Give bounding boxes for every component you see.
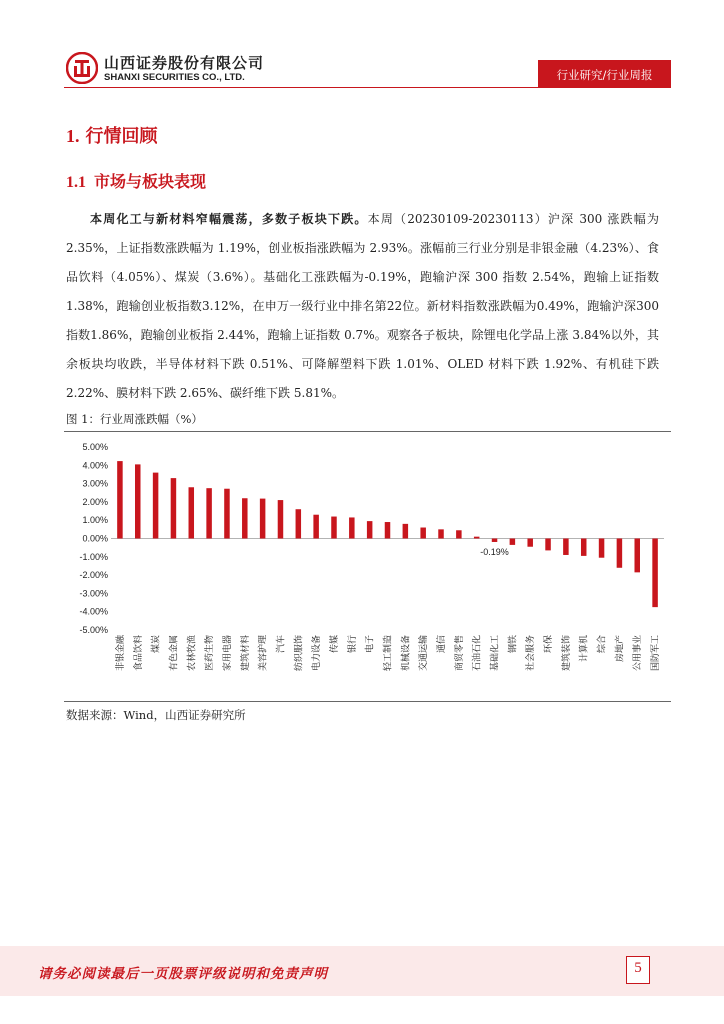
page-number-box — [626, 956, 650, 984]
y-tick-label: -4.00% — [79, 606, 108, 617]
y-tick-label: -3.00% — [79, 588, 108, 599]
bar-电子 — [367, 521, 373, 538]
y-tick-label: 0.00% — [82, 533, 108, 544]
y-tick-label: 1.00% — [82, 515, 108, 526]
x-category-label: 综合 — [597, 635, 608, 654]
x-category-label: 医药生物 — [205, 635, 216, 672]
data-label-base-chemicals: -0.19% — [480, 546, 509, 557]
subsection-title: 市场与板块表现 — [94, 172, 207, 191]
x-category-label: 公用事业 — [633, 635, 644, 672]
bar-环保 — [545, 539, 551, 551]
x-category-label: 石油石化 — [472, 635, 483, 672]
x-category-label: 基础化工 — [490, 635, 501, 672]
x-category-label: 电子 — [365, 635, 376, 654]
x-category-label: 非银金融 — [115, 635, 126, 672]
x-category-label: 通信 — [437, 635, 448, 654]
bar-电力设备 — [313, 515, 319, 539]
report-type-label: 行业研究/行业周报 — [556, 68, 653, 82]
y-tick-label: 2.00% — [82, 496, 108, 507]
x-category-label: 建筑装饰 — [561, 635, 572, 672]
x-category-label: 房地产 — [615, 635, 626, 663]
bar-石油石化 — [474, 537, 480, 539]
industry-weekly-change-chart — [64, 432, 671, 700]
x-category-label: 建筑材料 — [240, 635, 251, 672]
x-category-label: 环保 — [544, 635, 555, 654]
x-category-label: 电力设备 — [312, 635, 323, 672]
company-name-en: SHANXI SECURITIES CO., LTD. — [104, 72, 245, 83]
x-category-label: 食品饮料 — [133, 635, 144, 672]
bar-美容护理 — [260, 499, 266, 539]
bar-传媒 — [331, 517, 337, 539]
data-source-note: 数据来源：Wind，山西证券研究所 — [66, 708, 246, 722]
section-heading — [66, 122, 158, 148]
x-category-label: 美容护理 — [258, 635, 269, 672]
figure-bottom-rule — [64, 701, 671, 702]
bar-房地产 — [617, 539, 623, 568]
x-category-label: 传媒 — [329, 635, 340, 654]
bar-非银金融 — [117, 461, 123, 538]
paragraph-lead: 本周化工与新材料窄幅震荡，多数子板块下跌。 — [90, 212, 368, 226]
bar-计算机 — [581, 539, 587, 556]
bar-食品饮料 — [135, 464, 141, 538]
company-name-cn: 山西证券股份有限公司 — [104, 54, 265, 72]
x-category-label: 有色金属 — [169, 635, 180, 672]
y-tick-label: -5.00% — [79, 625, 108, 635]
bar-汽车 — [278, 500, 284, 538]
section-number: 1. — [66, 126, 80, 146]
x-category-label: 计算机 — [579, 635, 590, 663]
figure-caption: 图 1：行业周涨跌幅（%） — [66, 412, 203, 426]
bar-纺织服饰 — [296, 509, 302, 538]
bar-轻工制造 — [385, 522, 391, 538]
bar-社会服务 — [527, 539, 533, 547]
x-category-label: 国防军工 — [651, 635, 662, 672]
x-category-label: 机械设备 — [401, 635, 412, 672]
x-category-label: 煤炭 — [151, 635, 162, 654]
bar-有色金属 — [171, 478, 177, 538]
bar-银行 — [349, 517, 355, 538]
bar-公用事业 — [634, 539, 640, 573]
bar-建筑装饰 — [563, 539, 569, 555]
report-type-band — [538, 60, 671, 88]
bar-钢铁 — [510, 539, 516, 545]
page-number: 5 — [634, 960, 642, 976]
x-category-label: 社会服务 — [526, 635, 537, 672]
header-divider — [64, 87, 671, 88]
x-category-label: 家用电器 — [222, 635, 233, 672]
bar-煤炭 — [153, 473, 159, 539]
bar-农林牧渔 — [189, 487, 195, 538]
bar-商贸零售 — [456, 530, 462, 538]
y-tick-label: -1.00% — [79, 551, 108, 562]
bar-交通运输 — [420, 528, 426, 539]
disclaimer-notice: 请务必阅读最后一页股票评级说明和免责声明 — [38, 966, 328, 982]
y-tick-label: 5.00% — [82, 442, 108, 452]
bar-基础化工 — [492, 539, 498, 542]
x-category-label: 汽车 — [276, 635, 287, 654]
footer-band — [0, 946, 724, 996]
section-title: 行情回顾 — [85, 126, 158, 147]
x-category-label: 商贸零售 — [454, 635, 465, 672]
bar-综合 — [599, 539, 605, 558]
subsection-heading — [66, 169, 206, 192]
subsection-number: 1.1 — [66, 174, 86, 191]
market-review-paragraph — [66, 205, 659, 408]
bar-家用电器 — [224, 489, 230, 539]
bar-国防军工 — [652, 539, 658, 608]
x-category-label: 轻工制造 — [383, 635, 394, 672]
x-category-label: 农林牧渔 — [187, 635, 198, 672]
bar-通信 — [438, 529, 444, 538]
bar-医药生物 — [206, 488, 212, 538]
x-category-label: 纺织服饰 — [294, 635, 305, 672]
x-category-label: 钢铁 — [508, 635, 519, 654]
bar-机械设备 — [403, 524, 409, 539]
y-tick-label: 3.00% — [82, 478, 108, 489]
x-category-label: 交通运输 — [419, 635, 430, 672]
x-category-label: 银行 — [347, 635, 358, 654]
bar-建筑材料 — [242, 498, 248, 538]
y-tick-label: -2.00% — [79, 570, 108, 581]
company-logo-icon — [66, 52, 98, 84]
y-tick-label: 4.00% — [82, 460, 108, 471]
paragraph-body: 本周（20230109-20230113）沪深 300 涨跌幅为 2.35%，上证指数涨跌幅为 1.19%，创业板指涨跌幅为 2.93%。涨幅前三行业分别是非银金融（4.23%）、食品饮料（4.05%）、煤炭（3.6%）。基础化工涨跌幅为-0.19%，跑输沪深 300 指数 2.54%，跑输上证指数 1.38%，跑输创业板指数3.12%，在申万一级行业中排名第22位。新材料指数涨跌幅为0.49%，跑输沪深300指数1.86%，跑输创业板指 2.44%，跑输上证指数 0.7%。观察各子板块，除锂电化学品上涨 3.84%以外，其余板块均收跌，半导体材料下跌 0.51%、可降解塑料下跌 1.01%、OLED 材料下跌 1.92%、有机硅下跌 2.22%、膜材料下跌 2.65%、碳纤维下跌 5.81%。 — [66, 212, 659, 400]
